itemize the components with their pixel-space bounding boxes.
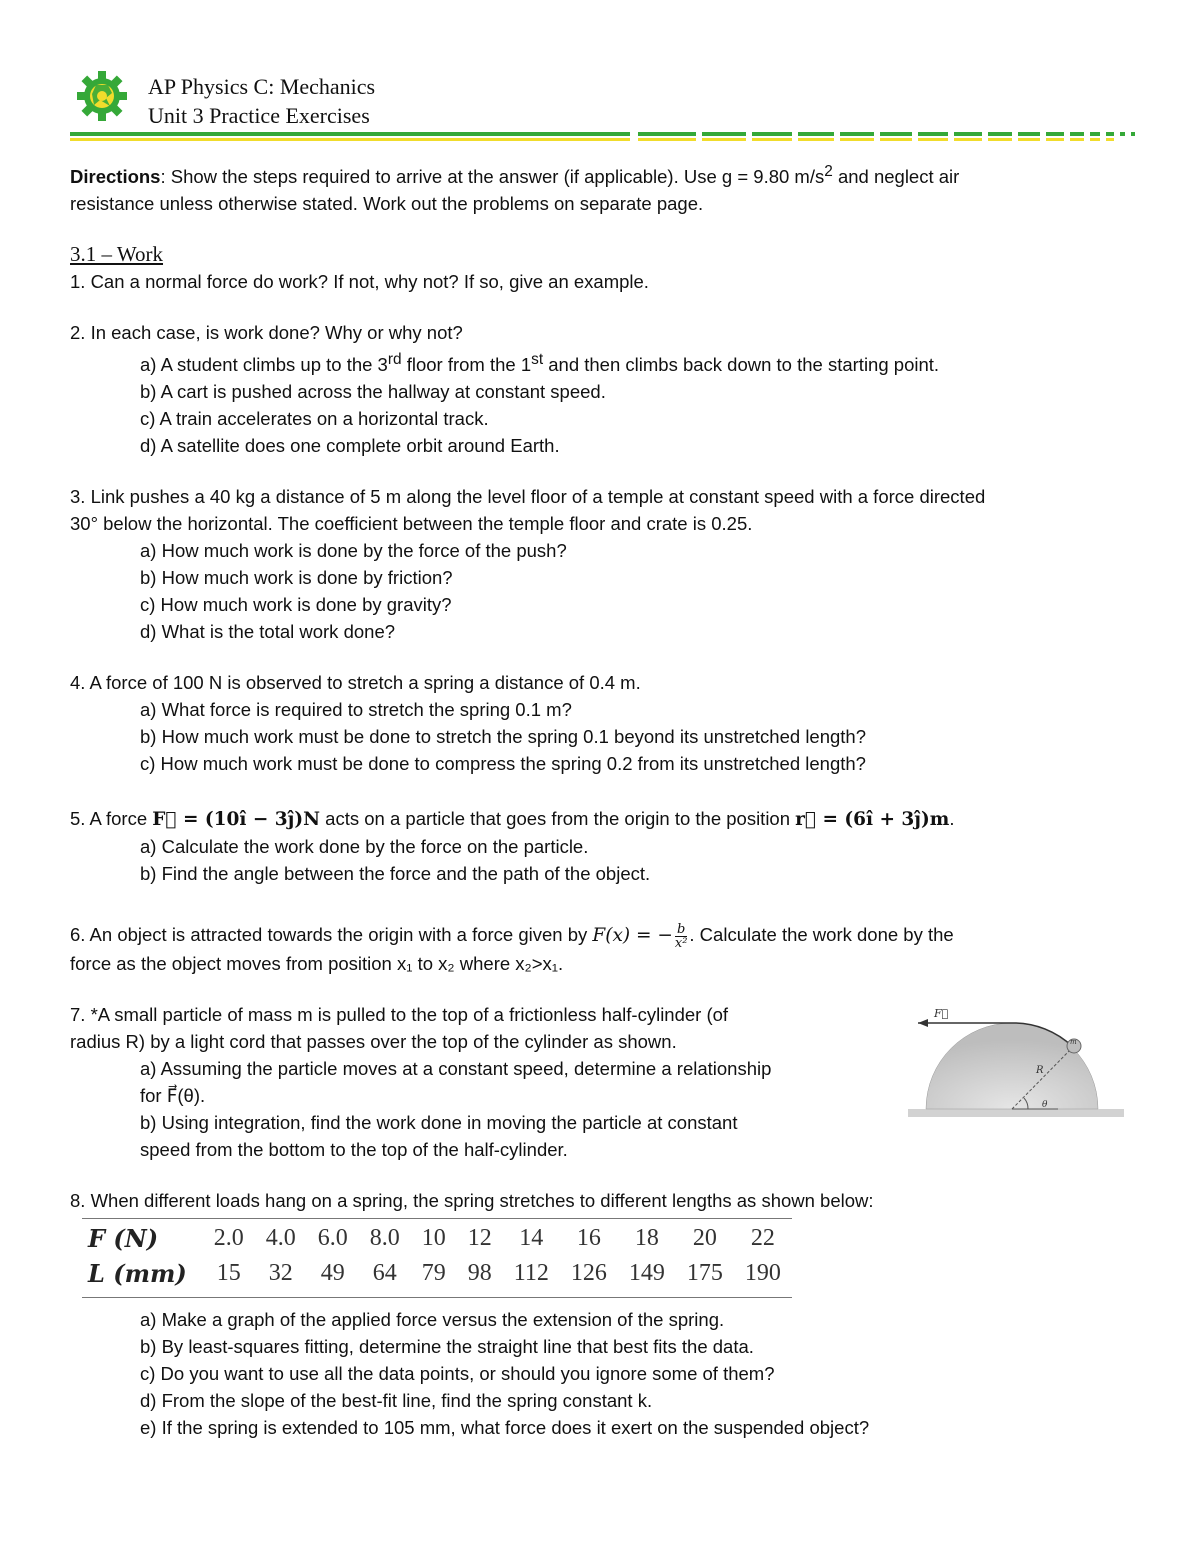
question-4c: c) How much work must be done to compress the spring 0.2 from its unstretched length? xyxy=(140,753,866,775)
row-force-label: F (N) xyxy=(82,1218,203,1256)
question-4a: a) What force is required to stretch the spring 0.1 m? xyxy=(140,699,572,721)
table-cell: 18 xyxy=(618,1218,676,1256)
question-2: 2. In each case, is work done? Why or why not? xyxy=(70,322,463,344)
spring-data-table xyxy=(82,1218,792,1298)
question-3d: d) What is the total work done? xyxy=(140,621,396,643)
half-cylinder-figure xyxy=(908,999,1124,1125)
question-2d: d) A satellite does one complete orbit around Earth. xyxy=(140,435,560,457)
question-2a: a) A student climbs up to the 3rd floor from the 1st and then climbs back down to the starting point. xyxy=(140,351,940,376)
question-5a: a) Calculate the work done by the force on the particle. xyxy=(140,836,589,858)
table-cell: 149 xyxy=(618,1256,676,1298)
question-1: 1. Can a normal force do work? If not, why not? If so, give an example. xyxy=(70,271,649,293)
table-cell: 12 xyxy=(457,1218,503,1256)
question-2c: c) A train accelerates on a horizontal track. xyxy=(140,408,489,430)
table-cell: 22 xyxy=(734,1218,792,1256)
course-title: AP Physics C: Mechanics xyxy=(148,74,376,99)
table-cell: 79 xyxy=(411,1256,457,1298)
svg-text:F⃗: F⃗ xyxy=(934,1006,949,1020)
table-cell: 64 xyxy=(359,1256,411,1298)
question-8d: d) From the slope of the best-fit line, find the spring constant k. xyxy=(140,1389,653,1411)
question-2b: b) A cart is pushed across the hallway at constant speed. xyxy=(140,381,606,403)
table-cell: 126 xyxy=(560,1256,618,1298)
worksheet-subtitle: Unit 3 Practice Exercises xyxy=(148,103,370,128)
table-cell: 8.0 xyxy=(359,1218,411,1256)
table-cell: 175 xyxy=(676,1256,734,1298)
gear-logo-icon xyxy=(76,70,128,122)
question-3c: c) How much work is done by gravity? xyxy=(140,594,452,616)
table-cell: 14 xyxy=(503,1218,560,1256)
table-cell: 190 xyxy=(734,1256,792,1298)
question-8b: b) By least-squares fitting, determine the straight line that best fits the data. xyxy=(140,1335,754,1357)
question-4: 4. A force of 100 N is observed to stretch a spring a distance of 0.4 m. xyxy=(70,672,641,694)
question-8a: a) Make a graph of the applied force versus the extension of the spring. xyxy=(140,1308,725,1330)
table-cell: 16 xyxy=(560,1218,618,1256)
question-3-line-2: 30° below the horizontal. The coefficient between the temple floor and crate is 0.25. xyxy=(70,513,753,535)
table-cell: 2.0 xyxy=(203,1218,255,1256)
question-6: 6. An object is attracted towards the origin with a force given by F(x) = − $\frac{b}{\text{x²}}$ . Calculate the work done by the xyxy=(70,921,954,951)
question-8c: c) Do you want to use all the data points, or should you ignore some of them? xyxy=(140,1362,775,1384)
worksheet-body xyxy=(70,158,1132,1441)
row-length-label: L (mm) xyxy=(82,1256,203,1298)
table-cell: 32 xyxy=(255,1256,307,1298)
question-3a: a) How much work is done by the force of the push? xyxy=(140,540,567,562)
svg-text:m: m xyxy=(1070,1037,1077,1046)
table-cell: 98 xyxy=(457,1256,503,1298)
directions-line-2: resistance unless otherwise stated. Work out the problems on separate page. xyxy=(70,193,704,215)
fraction-b-over-x2: $\frac{b}{\text{x²}}$ xyxy=(674,921,688,951)
svg-text:θ: θ xyxy=(1042,1099,1048,1110)
question-3-line-1: 3. Link pushes a 40 kg a distance of 5 m along the level floor of a temple at constant speed with a force directed xyxy=(70,486,986,508)
question-8: 8. When different loads hang on a spring, the spring stretches to different lengths as shown below: xyxy=(70,1189,874,1211)
table-cell: 6.0 xyxy=(307,1218,359,1256)
header-divider xyxy=(70,132,1140,144)
question-7: 7. *A small particle of mass m is pulled to the top of a frictionless half-cylinder (of radius R) by a light cord that passes over the top of the cylinder as shown. a) Assuming the particle moves at a constant speed, determine a relationship for F⃗(θ). b) Using integration, find the work done in moving the particle at constant speed from the bottom to the top of the half-cylinder. F⃗ m R θ xyxy=(70,1001,1132,1163)
table-cell: 4.0 xyxy=(255,1218,307,1256)
question-3b: b) How much work is done by friction? xyxy=(140,567,453,589)
question-6-line-2: force as the object moves from position x₁ to x₂ where x₂>x₁. xyxy=(70,952,564,974)
table-cell: 49 xyxy=(307,1256,359,1298)
table-cell: 10 xyxy=(411,1218,457,1256)
svg-text:R: R xyxy=(1036,1064,1044,1076)
question-4b: b) How much work must be done to stretch the spring 0.1 beyond its unstretched length? xyxy=(140,726,867,748)
table-cell: 15 xyxy=(203,1256,255,1298)
section-heading: 3.1 – Work xyxy=(70,242,164,267)
table-cell: 112 xyxy=(503,1256,560,1298)
question-5b: b) Find the angle between the force and the path of the object. xyxy=(140,863,651,885)
question-8e: e) If the spring is extended to 105 mm, what force does it exert on the suspended object? xyxy=(140,1416,870,1438)
directions: Directions: Show the steps required to arrive at the answer (if applicable). Use g = 9.80 $m/s^2$ and neglect air xyxy=(70,163,960,188)
table-cell: 20 xyxy=(676,1218,734,1256)
question-5: 5. A force F⃗ = (10î − 3ĵ)N acts on a particle that goes from the origin to the position r⃗ = (6î + 3ĵ)m. xyxy=(70,808,955,831)
